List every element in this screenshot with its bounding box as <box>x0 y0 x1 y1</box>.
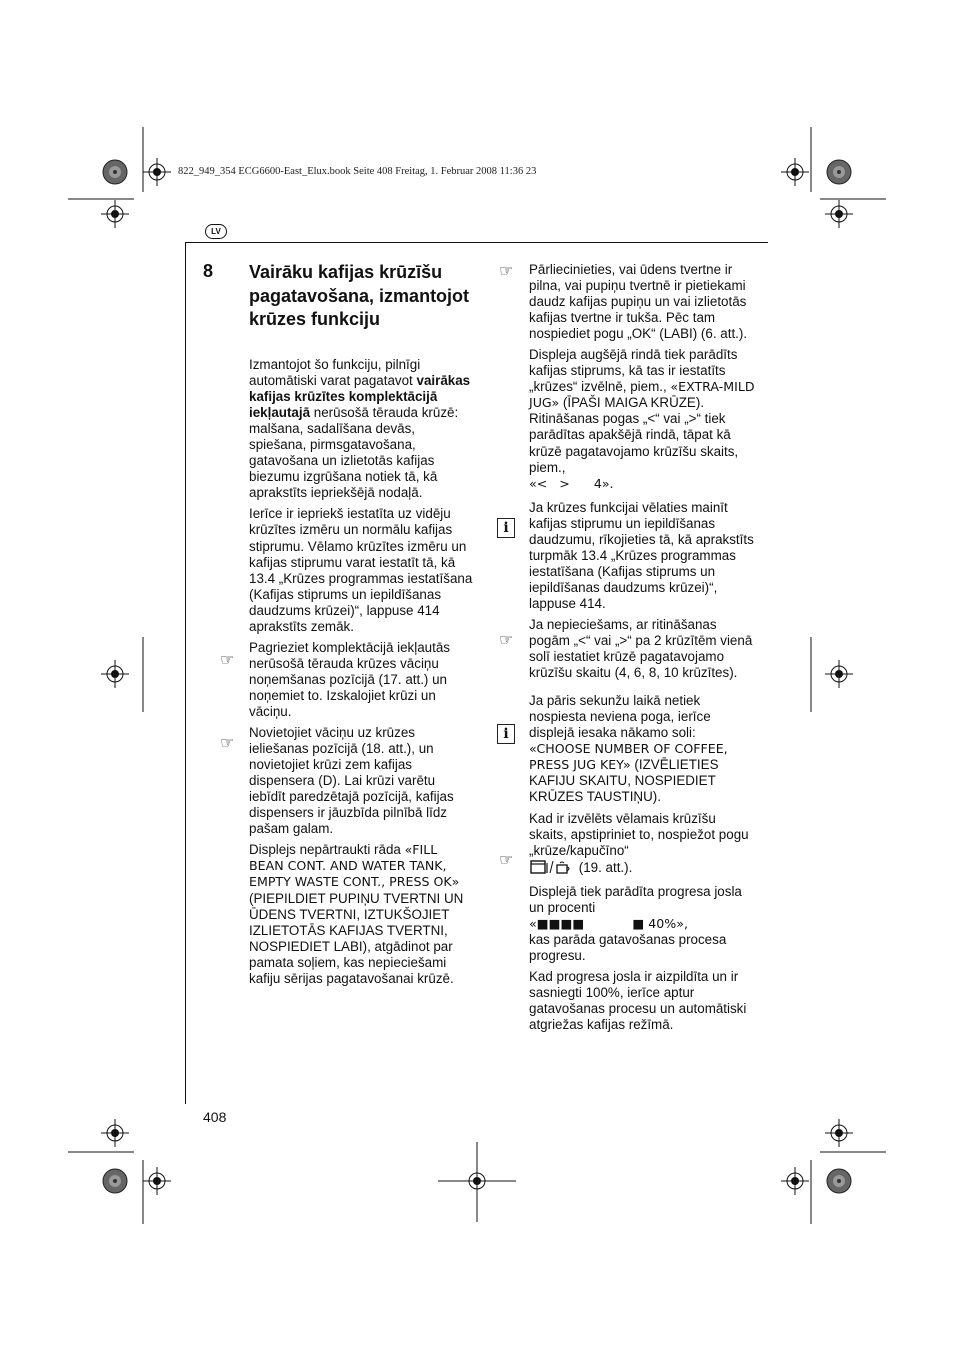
pointing-hand-icon: ☞ <box>220 650 235 669</box>
step-place-jug: Novietojiet vāciņu uz krūzes ieliešanas pozīcijā (18. att.), un novietojiet krūzi zem kafijas dispensera (D). Lai krūzi varētu iebīdīt paredzētajā pozīcijā, kafijas dispensers ir jāuzbīda pilnībā līdz pašam galam. <box>249 725 454 837</box>
display-strength-paragraph: Displeja augšējā rindā tiek parādīts kafijas stiprums, kā tas ir iestatīts „krūzes“ izvēlnē, piem., «EXTRA-MILD JUG» (ĪPAŠI MAIGA KRŪZE). Ritināšanas pogas „<“ vai „>“ tiek parādītas apakšējā rindā, tāpat kā krūzē pagatavojamo krūzīšu skaits, piem., «< > 4». <box>529 347 755 491</box>
page-number: 408 <box>203 1109 227 1125</box>
display-cups-readout: «< > 4». <box>529 475 614 491</box>
top-rule <box>186 242 768 243</box>
info-icon: i <box>497 518 515 538</box>
section-title: Vairāku kafijas krūzīšu pagatavošana, izmantojot krūzes funkciju <box>249 262 470 329</box>
display-message: «EXTRA-MILD JUG» <box>529 379 755 411</box>
section-number: 8 <box>203 261 214 281</box>
display-progress-readout: «■■■■ ■ 40%», <box>529 915 688 931</box>
left-rule <box>185 242 186 1104</box>
pointing-hand-icon: ☞ <box>499 630 514 649</box>
intro-paragraph: Izmantojot šo funkciju, pilnīgi automātiski varat pagatavot vairākas kafijas krūzītes komplektācijā iekļautajā nerūsošā tērauda krūzē: malšana, sadalīšana devās, spiešana, pirmsgatavošana, gatavošana un izlietotās kafijas biezumu izgrūšana notiek tā, kā aprakstīts iepriekšējā nodaļā. <box>249 357 471 501</box>
display-message: «FILL BEAN CONT. AND WATER TANK, EMPTY WASTE CONT., PRESS OK» <box>249 842 460 890</box>
pointing-hand-icon: ☞ <box>499 261 514 280</box>
finish-paragraph: Kad progresa josla ir aizpildīta un ir sasniegti 100%, ierīce aptur gatavošanas procesu un automātiski atgriežas kafijas režīmā. <box>529 968 747 1033</box>
step-check-tanks: Pārliecinieties, vai ūdens tvertne ir pilna, vai pupiņu tvertnē ir pietiekami daudz kafijas pupiņu un vai izlietotās kafijas tvertne ir tukša. Pēc tam nospiediet pogu „OK“ (LABI) (6. att.). <box>529 262 748 342</box>
info-icon: i <box>497 724 515 744</box>
display-message: «CHOOSE NUMBER OF COFFEE, PRESS JUG KEY» <box>529 741 728 773</box>
right-column <box>529 262 757 1038</box>
pointing-hand-icon: ☞ <box>499 850 514 869</box>
file-info-header: 822_949_354 ECG6600-East_Elux.book Seite 408 Freitag, 1. Februar 2008 11:36 23 <box>178 166 537 177</box>
preset-paragraph: Ierīce ir iepriekš iestatīta uz vidēju krūzītes izmēru un normālu kafijas stiprumu. Vēlamo krūzītes izmēru un kafijas stiprumu varat iestatīt tā, kā 13.4 „Krūzes programmas iestatīšana (Kafijas stiprums un iepildīšanas daudzums krūzei)“, lappuse 414 aprakstīts zemāk. <box>249 506 473 634</box>
display-reminder-paragraph: Displejs nepārtraukti rāda «FILL BEAN CONT. AND WATER TANK, EMPTY WASTE CONT., PRESS OK» (PIEPILDIET PUPIŅU TVERTNI UN ŪDENS TVERTNI, IZTUKŠOJIET IZLIETOTĀS KAFIJAS TVERTNI, NOSPIEDIET LABI), atgādinot par pamata soļiem, kas nepieciešami kafiju sērijas pagatavošanai krūzē. <box>249 842 464 986</box>
jug-cappuccino-button-icon <box>529 859 575 879</box>
pointing-hand-icon: ☞ <box>220 733 235 752</box>
step-confirm-jug: Kad ir izvēlēts vēlamais krūzīšu skaits, apstipriniet to, nospiežot pogu „krūze/kapučīno“ (19. att.). <box>529 811 757 879</box>
language-badge: LV <box>205 224 227 239</box>
progress-paragraph: Displejā tiek parādīta progresa josla un procenti «■■■■ ■ 40%», kas parāda gatavošanas procesa progresu. <box>529 883 742 963</box>
intro-bold-text: vairākas kafijas krūzītes komplektācijā iekļautajā <box>249 373 471 421</box>
info-change-settings: Ja krūzes funkcijai vēlaties mainīt kafijas stiprumu un iepildīšanas daudzumu, rīkojieties tā, kā aprakstīts turpmāk 13.4 „Krūzes programmas iestatīšana (Kafijas stiprums un iepildīšanas daudzums krūzei)“, lappuse 414. <box>529 499 754 611</box>
step-rinse-jug: Pagrieziet komplektācijā iekļautās nerūsošā tērauda krūzes vāciņu noņemšanas pozīcijā (17. att.) un noņemiet to. Izskalojiet krūzi un vāciņu. <box>249 639 450 719</box>
left-column <box>249 357 475 992</box>
info-next-step: Ja pāris sekunžu laikā netiek nospiesta neviena poga, ierīce displejā iesaka nākamo soli: «CHOOSE NUMBER OF COFFEE, PRESS JUG KEY» (IZVĒLIETIES KAFIJU SKAITU, NOSPIEDIET KRŪZES TAUSTIŅU). <box>529 693 728 805</box>
step-select-cups: Ja nepieciešams, ar ritināšanas pogām „<“ vai „>“ pa 2 krūzītēm vienā solī iestatiet krūzē pagatavojamo krūzīšu skaitu (4, 6, 8, 10 krūzītes). <box>529 616 753 681</box>
